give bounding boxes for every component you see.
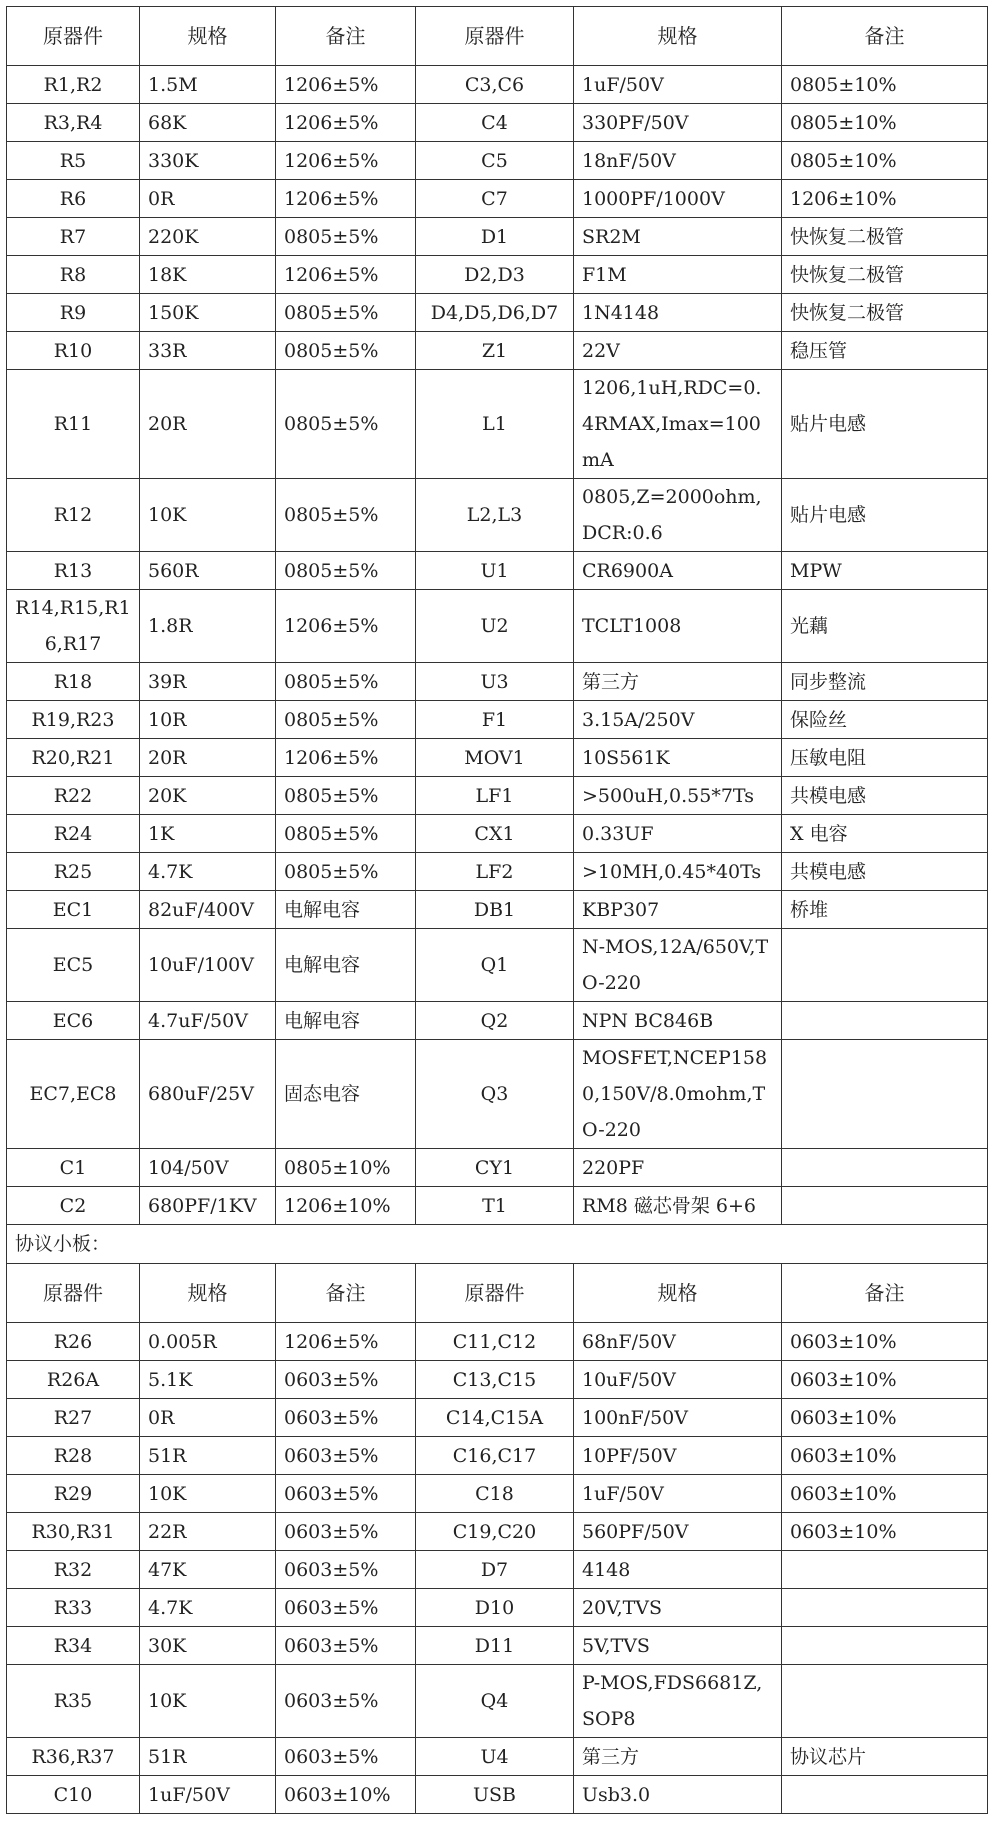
cell-spec-2: 68nF/50V bbox=[574, 1323, 782, 1361]
cell-spec-2: 22V bbox=[574, 332, 782, 370]
cell-spec: 10K bbox=[140, 479, 276, 552]
header-cell-component-2: 原器件 bbox=[416, 7, 574, 66]
cell-component-2: C13,C15 bbox=[416, 1361, 574, 1399]
cell-component: R24 bbox=[7, 815, 140, 853]
cell-spec: 4.7K bbox=[140, 1589, 276, 1627]
cell-spec-2: NPN BC846B bbox=[574, 1002, 782, 1040]
table-row bbox=[7, 1513, 988, 1551]
cell-note-2 bbox=[782, 1040, 988, 1149]
cell-note: 1206±5% bbox=[276, 739, 416, 777]
cell-component: EC6 bbox=[7, 1002, 140, 1040]
cell-spec-2: 18nF/50V bbox=[574, 142, 782, 180]
table-row bbox=[7, 1665, 988, 1738]
cell-note: 0805±5% bbox=[276, 552, 416, 590]
cell-note-2: X 电容 bbox=[782, 815, 988, 853]
cell-note: 1206±5% bbox=[276, 1323, 416, 1361]
header-cell-spec-2: 规格 bbox=[574, 1264, 782, 1323]
cell-spec-2: 560PF/50V bbox=[574, 1513, 782, 1551]
cell-spec: 220K bbox=[140, 218, 276, 256]
header-cell-spec: 规格 bbox=[140, 7, 276, 66]
cell-note-2: 同步整流 bbox=[782, 663, 988, 701]
cell-note-2: 贴片电感 bbox=[782, 370, 988, 479]
cell-component-2: C19,C20 bbox=[416, 1513, 574, 1551]
cell-spec: 18K bbox=[140, 256, 276, 294]
bom-document bbox=[6, 6, 987, 1814]
header-cell-spec-2: 规格 bbox=[574, 7, 782, 66]
table-row bbox=[7, 815, 988, 853]
header-cell-note-2: 备注 bbox=[782, 1264, 988, 1323]
cell-component: R3,R4 bbox=[7, 104, 140, 142]
table-row bbox=[7, 1776, 988, 1814]
cell-spec: 51R bbox=[140, 1437, 276, 1475]
cell-note-2 bbox=[782, 1149, 988, 1187]
cell-component-2: U2 bbox=[416, 590, 574, 663]
cell-note-2 bbox=[782, 1002, 988, 1040]
cell-note: 电解电容 bbox=[276, 929, 416, 1002]
cell-spec-2: 10PF/50V bbox=[574, 1437, 782, 1475]
header-cell-component: 原器件 bbox=[7, 7, 140, 66]
table-row bbox=[7, 1738, 988, 1776]
cell-note-2: 0603±10% bbox=[782, 1399, 988, 1437]
cell-spec-2: 0805,Z=2000ohm,DCR:0.6 bbox=[574, 479, 782, 552]
cell-spec-2: 1206,1uH,RDC=0.4RMAX,Imax=100mA bbox=[574, 370, 782, 479]
cell-component-2: L2,L3 bbox=[416, 479, 574, 552]
cell-note-2: 0603±10% bbox=[782, 1323, 988, 1361]
cell-note: 0805±5% bbox=[276, 777, 416, 815]
cell-note-2: 稳压管 bbox=[782, 332, 988, 370]
cell-spec: 10uF/100V bbox=[140, 929, 276, 1002]
cell-component: R32 bbox=[7, 1551, 140, 1589]
cell-spec-2: MOSFET,NCEP1580,150V/8.0mohm,TO-220 bbox=[574, 1040, 782, 1149]
cell-spec-2: 3.15A/250V bbox=[574, 701, 782, 739]
cell-note: 0603±5% bbox=[276, 1627, 416, 1665]
cell-spec: 22R bbox=[140, 1513, 276, 1551]
cell-component-2: D2,D3 bbox=[416, 256, 574, 294]
cell-note-2: 保险丝 bbox=[782, 701, 988, 739]
cell-note-2: 光藕 bbox=[782, 590, 988, 663]
cell-component-2: F1 bbox=[416, 701, 574, 739]
cell-spec: 1.8R bbox=[140, 590, 276, 663]
cell-note: 0603±5% bbox=[276, 1513, 416, 1551]
cell-note-2: 共模电感 bbox=[782, 777, 988, 815]
cell-component: C10 bbox=[7, 1776, 140, 1814]
cell-component-2: LF1 bbox=[416, 777, 574, 815]
cell-spec: 330K bbox=[140, 142, 276, 180]
table-row bbox=[7, 180, 988, 218]
cell-spec: 20K bbox=[140, 777, 276, 815]
cell-spec-2: >500uH,0.55*7Ts bbox=[574, 777, 782, 815]
cell-component: EC5 bbox=[7, 929, 140, 1002]
cell-note: 0805±5% bbox=[276, 332, 416, 370]
table-row bbox=[7, 1399, 988, 1437]
cell-spec-2: 330PF/50V bbox=[574, 104, 782, 142]
table-row bbox=[7, 332, 988, 370]
cell-note: 0603±5% bbox=[276, 1437, 416, 1475]
table-row bbox=[7, 1361, 988, 1399]
cell-spec-2: 220PF bbox=[574, 1149, 782, 1187]
cell-component-2: C16,C17 bbox=[416, 1437, 574, 1475]
cell-note-2: 0603±10% bbox=[782, 1475, 988, 1513]
cell-note-2: 桥堆 bbox=[782, 891, 988, 929]
cell-spec-2: N-MOS,12A/650V,TO-220 bbox=[574, 929, 782, 1002]
cell-component-2: D11 bbox=[416, 1627, 574, 1665]
cell-component-2: T1 bbox=[416, 1187, 574, 1225]
cell-spec: 0R bbox=[140, 180, 276, 218]
cell-component-2: C11,C12 bbox=[416, 1323, 574, 1361]
cell-component: R20,R21 bbox=[7, 739, 140, 777]
cell-spec: 20R bbox=[140, 370, 276, 479]
section-label: 协议小板： bbox=[7, 1225, 988, 1264]
cell-component: R5 bbox=[7, 142, 140, 180]
cell-spec-2: CR6900A bbox=[574, 552, 782, 590]
cell-note-2: 0603±10% bbox=[782, 1513, 988, 1551]
cell-component: R36,R37 bbox=[7, 1738, 140, 1776]
table-row bbox=[7, 777, 988, 815]
cell-component-2: CY1 bbox=[416, 1149, 574, 1187]
header-cell-spec: 规格 bbox=[140, 1264, 276, 1323]
table-row bbox=[7, 66, 988, 104]
table-row bbox=[7, 891, 988, 929]
table-row bbox=[7, 1627, 988, 1665]
cell-note-2 bbox=[782, 1187, 988, 1225]
cell-note: 0805±5% bbox=[276, 853, 416, 891]
cell-component: R35 bbox=[7, 1665, 140, 1738]
cell-component-2: D1 bbox=[416, 218, 574, 256]
cell-spec: 33R bbox=[140, 332, 276, 370]
cell-note: 0805±10% bbox=[276, 1149, 416, 1187]
cell-component: R9 bbox=[7, 294, 140, 332]
cell-note: 0603±5% bbox=[276, 1551, 416, 1589]
cell-spec-2: TCLT1008 bbox=[574, 590, 782, 663]
cell-note: 0805±5% bbox=[276, 370, 416, 479]
cell-spec: 104/50V bbox=[140, 1149, 276, 1187]
table-row bbox=[7, 142, 988, 180]
header-cell-note: 备注 bbox=[276, 1264, 416, 1323]
cell-component: R30,R31 bbox=[7, 1513, 140, 1551]
cell-spec: 680PF/1KV bbox=[140, 1187, 276, 1225]
cell-note-2: 协议芯片 bbox=[782, 1738, 988, 1776]
cell-spec: 4.7K bbox=[140, 853, 276, 891]
table-row bbox=[7, 294, 988, 332]
cell-spec-2: 10S561K bbox=[574, 739, 782, 777]
header-row bbox=[7, 1264, 988, 1323]
cell-component-2: U4 bbox=[416, 1738, 574, 1776]
section-row bbox=[7, 1225, 988, 1264]
cell-spec-2: 20V,TVS bbox=[574, 1589, 782, 1627]
cell-component-2: Q3 bbox=[416, 1040, 574, 1149]
table-row bbox=[7, 218, 988, 256]
cell-component: R12 bbox=[7, 479, 140, 552]
cell-note: 0805±5% bbox=[276, 701, 416, 739]
cell-component-2: C3,C6 bbox=[416, 66, 574, 104]
cell-spec: 0R bbox=[140, 1399, 276, 1437]
cell-note-2: 0603±10% bbox=[782, 1437, 988, 1475]
cell-component: EC7,EC8 bbox=[7, 1040, 140, 1149]
cell-spec-2: 100nF/50V bbox=[574, 1399, 782, 1437]
table-row bbox=[7, 1437, 988, 1475]
table-row bbox=[7, 1475, 988, 1513]
cell-note: 1206±5% bbox=[276, 256, 416, 294]
cell-note: 1206±5% bbox=[276, 180, 416, 218]
table-row bbox=[7, 104, 988, 142]
cell-component: C1 bbox=[7, 1149, 140, 1187]
header-cell-component-2: 原器件 bbox=[416, 1264, 574, 1323]
cell-spec-2: RM8 磁芯骨架 6+6 bbox=[574, 1187, 782, 1225]
cell-note-2: 贴片电感 bbox=[782, 479, 988, 552]
cell-spec: 10K bbox=[140, 1475, 276, 1513]
cell-note: 1206±5% bbox=[276, 590, 416, 663]
cell-note: 固态电容 bbox=[276, 1040, 416, 1149]
header-cell-note-2: 备注 bbox=[782, 7, 988, 66]
cell-spec-2: Usb3.0 bbox=[574, 1776, 782, 1814]
cell-spec: 1.5M bbox=[140, 66, 276, 104]
cell-component: R26A bbox=[7, 1361, 140, 1399]
cell-spec-2: F1M bbox=[574, 256, 782, 294]
cell-spec: 5.1K bbox=[140, 1361, 276, 1399]
cell-spec: 10K bbox=[140, 1665, 276, 1738]
cell-spec-2: 第三方 bbox=[574, 663, 782, 701]
cell-component-2: C14,C15A bbox=[416, 1399, 574, 1437]
table-row bbox=[7, 663, 988, 701]
cell-component-2: C4 bbox=[416, 104, 574, 142]
cell-component-2: Q2 bbox=[416, 1002, 574, 1040]
cell-component-2: LF2 bbox=[416, 853, 574, 891]
cell-component: R27 bbox=[7, 1399, 140, 1437]
cell-component: R29 bbox=[7, 1475, 140, 1513]
cell-spec: 20R bbox=[140, 739, 276, 777]
cell-component: R19,R23 bbox=[7, 701, 140, 739]
cell-spec-2: >10MH,0.45*40Ts bbox=[574, 853, 782, 891]
cell-note: 1206±5% bbox=[276, 104, 416, 142]
cell-component: R22 bbox=[7, 777, 140, 815]
cell-component: R28 bbox=[7, 1437, 140, 1475]
cell-spec: 1K bbox=[140, 815, 276, 853]
cell-note-2 bbox=[782, 1551, 988, 1589]
cell-component: R25 bbox=[7, 853, 140, 891]
cell-spec-2: 第三方 bbox=[574, 1738, 782, 1776]
cell-component-2: MOV1 bbox=[416, 739, 574, 777]
cell-spec-2: 0.33UF bbox=[574, 815, 782, 853]
cell-component-2: D7 bbox=[416, 1551, 574, 1589]
cell-note-2: 0603±10% bbox=[782, 1361, 988, 1399]
cell-component-2: USB bbox=[416, 1776, 574, 1814]
cell-component-2: U3 bbox=[416, 663, 574, 701]
table-row bbox=[7, 929, 988, 1002]
cell-component-2: DB1 bbox=[416, 891, 574, 929]
cell-note-2: 0805±10% bbox=[782, 104, 988, 142]
table-row bbox=[7, 1040, 988, 1149]
cell-spec: 39R bbox=[140, 663, 276, 701]
cell-spec-2: 5V,TVS bbox=[574, 1627, 782, 1665]
cell-note-2: 快恢复二极管 bbox=[782, 294, 988, 332]
cell-component: R7 bbox=[7, 218, 140, 256]
table-row bbox=[7, 1323, 988, 1361]
cell-spec: 30K bbox=[140, 1627, 276, 1665]
cell-note: 1206±10% bbox=[276, 1187, 416, 1225]
cell-note: 1206±5% bbox=[276, 142, 416, 180]
cell-note-2: 压敏电阻 bbox=[782, 739, 988, 777]
cell-note-2 bbox=[782, 1665, 988, 1738]
bom-table-body bbox=[7, 7, 988, 1814]
cell-note: 0805±5% bbox=[276, 218, 416, 256]
cell-spec: 680uF/25V bbox=[140, 1040, 276, 1149]
table-row bbox=[7, 479, 988, 552]
cell-component-2: CX1 bbox=[416, 815, 574, 853]
cell-spec: 0.005R bbox=[140, 1323, 276, 1361]
cell-note: 电解电容 bbox=[276, 1002, 416, 1040]
table-row bbox=[7, 256, 988, 294]
cell-note: 0603±5% bbox=[276, 1361, 416, 1399]
cell-component-2: U1 bbox=[416, 552, 574, 590]
table-row bbox=[7, 1149, 988, 1187]
cell-note-2: 1206±10% bbox=[782, 180, 988, 218]
cell-component: R14,R15,R16,R17 bbox=[7, 590, 140, 663]
cell-note-2 bbox=[782, 1776, 988, 1814]
table-row bbox=[7, 853, 988, 891]
table-row bbox=[7, 370, 988, 479]
cell-component: C2 bbox=[7, 1187, 140, 1225]
cell-note: 1206±5% bbox=[276, 66, 416, 104]
table-row bbox=[7, 1551, 988, 1589]
cell-spec: 51R bbox=[140, 1738, 276, 1776]
table-row bbox=[7, 552, 988, 590]
cell-spec: 82uF/400V bbox=[140, 891, 276, 929]
table-row bbox=[7, 1002, 988, 1040]
cell-component-2: C18 bbox=[416, 1475, 574, 1513]
cell-component: R18 bbox=[7, 663, 140, 701]
cell-component: EC1 bbox=[7, 891, 140, 929]
cell-component: R13 bbox=[7, 552, 140, 590]
cell-note-2: MPW bbox=[782, 552, 988, 590]
cell-component-2: Z1 bbox=[416, 332, 574, 370]
cell-component-2: Q4 bbox=[416, 1665, 574, 1738]
table-row bbox=[7, 1187, 988, 1225]
cell-note: 0805±5% bbox=[276, 479, 416, 552]
cell-component-2: C5 bbox=[416, 142, 574, 180]
header-cell-component: 原器件 bbox=[7, 1264, 140, 1323]
cell-note: 0603±5% bbox=[276, 1589, 416, 1627]
cell-component: R6 bbox=[7, 180, 140, 218]
cell-spec-2: SR2M bbox=[574, 218, 782, 256]
cell-note-2: 快恢复二极管 bbox=[782, 256, 988, 294]
cell-component: R1,R2 bbox=[7, 66, 140, 104]
cell-note: 0805±5% bbox=[276, 815, 416, 853]
bom-table bbox=[6, 6, 988, 1814]
table-row bbox=[7, 739, 988, 777]
cell-spec-2: 1N4148 bbox=[574, 294, 782, 332]
cell-note: 电解电容 bbox=[276, 891, 416, 929]
cell-spec-2: 1uF/50V bbox=[574, 66, 782, 104]
cell-component-2: D4,D5,D6,D7 bbox=[416, 294, 574, 332]
cell-note: 0603±5% bbox=[276, 1399, 416, 1437]
cell-component-2: L1 bbox=[416, 370, 574, 479]
cell-spec: 1uF/50V bbox=[140, 1776, 276, 1814]
cell-note: 0805±5% bbox=[276, 663, 416, 701]
cell-component-2: C7 bbox=[416, 180, 574, 218]
cell-note-2: 0805±10% bbox=[782, 142, 988, 180]
cell-spec: 150K bbox=[140, 294, 276, 332]
cell-component: R26 bbox=[7, 1323, 140, 1361]
cell-note: 0805±5% bbox=[276, 294, 416, 332]
cell-note-2 bbox=[782, 1589, 988, 1627]
cell-spec: 47K bbox=[140, 1551, 276, 1589]
table-row bbox=[7, 1589, 988, 1627]
cell-note-2 bbox=[782, 1627, 988, 1665]
cell-note-2: 共模电感 bbox=[782, 853, 988, 891]
cell-component-2: Q1 bbox=[416, 929, 574, 1002]
table-row bbox=[7, 701, 988, 739]
cell-component: R34 bbox=[7, 1627, 140, 1665]
header-row bbox=[7, 7, 988, 66]
cell-spec: 4.7uF/50V bbox=[140, 1002, 276, 1040]
cell-spec-2: P-MOS,FDS6681Z,SOP8 bbox=[574, 1665, 782, 1738]
cell-spec-2: 10uF/50V bbox=[574, 1361, 782, 1399]
cell-spec-2: 1uF/50V bbox=[574, 1475, 782, 1513]
cell-component: R11 bbox=[7, 370, 140, 479]
cell-note: 0603±5% bbox=[276, 1665, 416, 1738]
cell-component: R33 bbox=[7, 1589, 140, 1627]
header-cell-note: 备注 bbox=[276, 7, 416, 66]
cell-note: 0603±10% bbox=[276, 1776, 416, 1814]
cell-note: 0603±5% bbox=[276, 1738, 416, 1776]
table-row bbox=[7, 590, 988, 663]
cell-spec: 10R bbox=[140, 701, 276, 739]
cell-component: R8 bbox=[7, 256, 140, 294]
cell-note: 0603±5% bbox=[276, 1475, 416, 1513]
cell-note-2 bbox=[782, 929, 988, 1002]
cell-spec: 560R bbox=[140, 552, 276, 590]
cell-spec-2: 1000PF/1000V bbox=[574, 180, 782, 218]
cell-note-2: 0805±10% bbox=[782, 66, 988, 104]
cell-spec-2: KBP307 bbox=[574, 891, 782, 929]
cell-note-2: 快恢复二极管 bbox=[782, 218, 988, 256]
cell-component: R10 bbox=[7, 332, 140, 370]
cell-spec: 68K bbox=[140, 104, 276, 142]
cell-spec-2: 4148 bbox=[574, 1551, 782, 1589]
cell-component-2: D10 bbox=[416, 1589, 574, 1627]
